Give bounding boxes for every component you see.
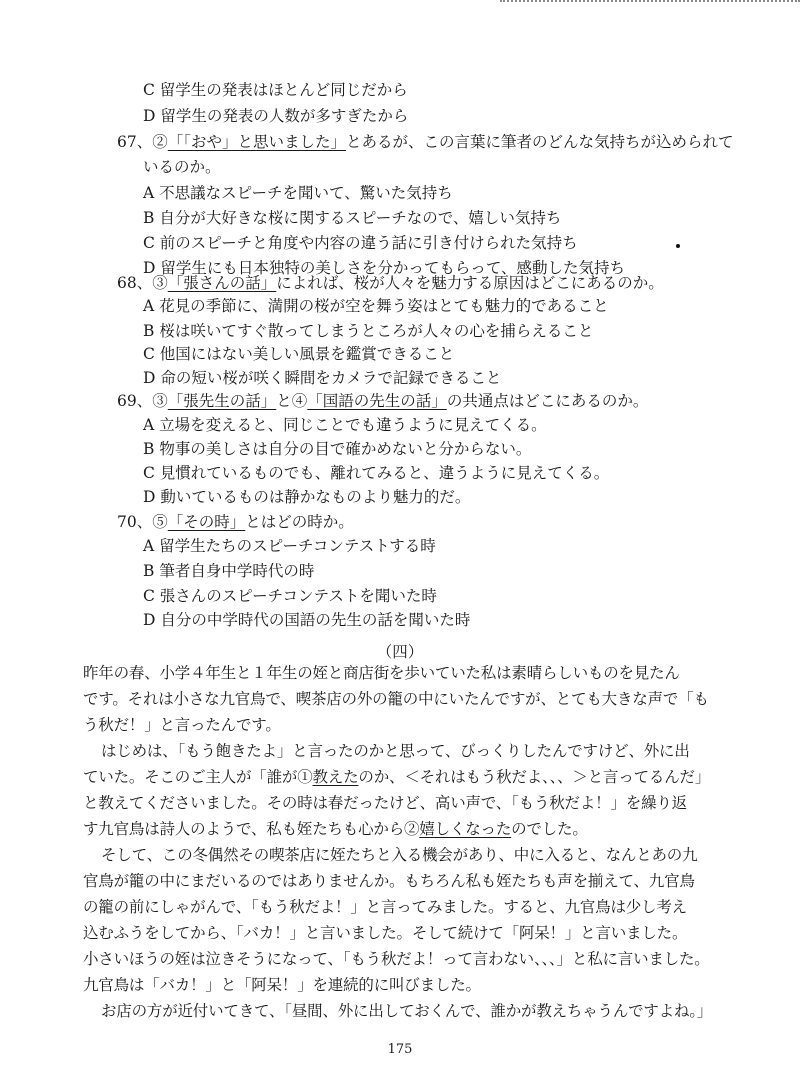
q70-marker: ⑤ [152, 513, 168, 531]
q68-option-b: B 桜は咲いてすぐ散ってしまうところが人々の心を捕らえること [143, 322, 594, 340]
passage-line: の籠の前にしゃがんで、「もう秋だよ！」と言ってみました。すると、九官鳥は少し考え [83, 898, 687, 916]
passage-line: う秋だ！」と言ったんです。 [83, 716, 281, 734]
q69-stem-rest: の共通点はどこにあるのか。 [446, 392, 649, 410]
q69-number: 69、 [117, 392, 153, 410]
underlined-term-oshieta: 教えた [312, 768, 359, 786]
q69-option-a: A 立場を変えると、同じことでも違うように見えてくる。 [143, 416, 547, 434]
q69-option-b: B 物事の美しさは自分の目で確かめないと分からない。 [143, 440, 532, 458]
top-rule [500, 0, 800, 2]
q67-option-b: B 自分が大好きな桜に関するスピーチなので、嬉しい気持ち [143, 209, 562, 227]
marker-2: ② [404, 820, 420, 838]
passage-text: のでした。 [511, 820, 588, 838]
q66-option-c: C 留学生の発表はほとんど同じだから [143, 81, 408, 99]
q69-mid: と [276, 392, 292, 410]
page-number: 175 [387, 1042, 413, 1057]
passage-line [83, 816, 743, 842]
passage-line: です。それは小さな九官鳥で、喫茶店の外の籠の中にいたんですが、とても大きな声で「も [83, 690, 709, 708]
passage-line: そして、この冬偶然その喫茶店に姪たちと入る機会があり、中に入ると、なんとあの九 [101, 846, 698, 864]
q68-option-d: D 命の短い桜が咲く瞬間をカメラで記録できること [143, 369, 502, 387]
q69-option-c: C 見慣れているものでも、離れてみると、違うように見えてくる。 [143, 464, 610, 482]
q68-stem [117, 273, 664, 293]
passage-line: と教えてくださいました。その時は春だったけど、高い声で、「もう秋だよ！」を繰り返 [83, 794, 687, 812]
q70-option-c: C 張さんのスピーチコンテストを聞いた時 [143, 587, 437, 605]
q70-stem [117, 512, 354, 532]
passage-line: 昨年の春、小学４年生と１年生の姪と商店街を歩いていた私は素晴らしいものを見たん [83, 664, 680, 682]
q70-option-b: B 筆者自身中学時代の時 [143, 562, 315, 580]
q68-quote: 「張さんの話」 [167, 274, 277, 292]
passage-text: す九官鳥は詩人のようで、私も姪たちも心から [83, 820, 404, 838]
speck [676, 244, 680, 248]
marker-1: ① [297, 768, 313, 786]
passage-line: お店の方が近付いてきて、「昼間、外に出しておくんで、誰かが教えちゃうんですよね。」 [101, 1002, 713, 1020]
q69-marker-1: ③ [152, 392, 168, 410]
q68-option-a: A 花見の季節に、満開の桜が空を舞う姿はとても魅力的であること [143, 297, 609, 315]
q67-stem-cont: いるのか。 [143, 158, 221, 176]
passage-text: のか、＜それはもう秋だよ、、、＞と言ってるんだ」 [358, 768, 711, 786]
q70-option-d: D 自分の中学時代の国語の先生の話を聞いた時 [143, 611, 471, 629]
q68-option-c: C 他国にはない美しい風景を鑑賞できること [143, 345, 455, 363]
q69-quote-1: 「張先生の話」 [167, 392, 277, 410]
q69-stem [117, 391, 648, 411]
q69-quote-2: 「国語の先生の話」 [307, 392, 447, 410]
q67-option-d: D 留学生にも日本独特の美しさを分かってもらって、感動した気持ち [143, 259, 626, 277]
q70-quote: 「その時」 [167, 513, 246, 531]
q67-marker: ② [152, 133, 168, 151]
q67-stem-rest: とあるが、この言葉に筆者のどんな気持ちが込められて [346, 133, 734, 151]
passage-line [83, 764, 743, 790]
q70-option-a: A 留学生たちのスピーチコンテストする時 [143, 537, 436, 555]
passage-text: ていた。そこのご主人が「誰が [83, 768, 298, 786]
q68-marker: ③ [152, 274, 168, 292]
q70-stem-rest: とはどの時か。 [245, 513, 354, 531]
q68-number: 68、 [117, 274, 153, 292]
passage-line: 込むふうをしてから、「バカ！」と言いました。そして続けて「阿呆！」と言いました。 [83, 924, 688, 942]
q69-option-d: D 動いているものは静かなものより魅力的だ。 [143, 488, 471, 506]
q69-marker-2: ④ [291, 392, 308, 410]
passage-line: 九官鳥は「バカ！」と「阿呆！」を連続的に叫びました。 [83, 976, 481, 994]
q67-stem [117, 132, 734, 152]
q70-number: 70、 [117, 513, 153, 531]
underlined-term-ureshiku: 嬉しくなった [419, 820, 512, 838]
passage-line: 官鳥が籠の中にまだいるのではありませんか。もちろん私も姪たちも声を揃えて、九官鳥 [83, 872, 695, 890]
q68-stem-rest: によれば、桜が人々を魅力する原因はどこにあるのか。 [276, 274, 664, 292]
reading-passage [83, 660, 743, 1024]
q67-quote: 「「おや」と思いました」 [167, 133, 347, 151]
passage-line: 小さいほうの姪は泣きそうになって、「もう秋だよ！って言わない、、、」と私に言いました。 [83, 950, 710, 968]
q67-option-c: C 前のスピーチと角度や内容の違う話に引き付けられた気持ち [143, 234, 578, 252]
section-heading: （四） [376, 643, 424, 661]
passage-line: はじめは、「もう飽きたよ」と言ったのかと思って、びっくりしたんですけど、外に出 [101, 742, 690, 760]
q67-number: 67、 [117, 133, 153, 151]
q66-option-d: D 留学生の発表の人数が多すぎたから [143, 107, 409, 125]
q67-option-a: A 不思議なスピーチを聞いて、驚いた気持ち [143, 184, 453, 202]
